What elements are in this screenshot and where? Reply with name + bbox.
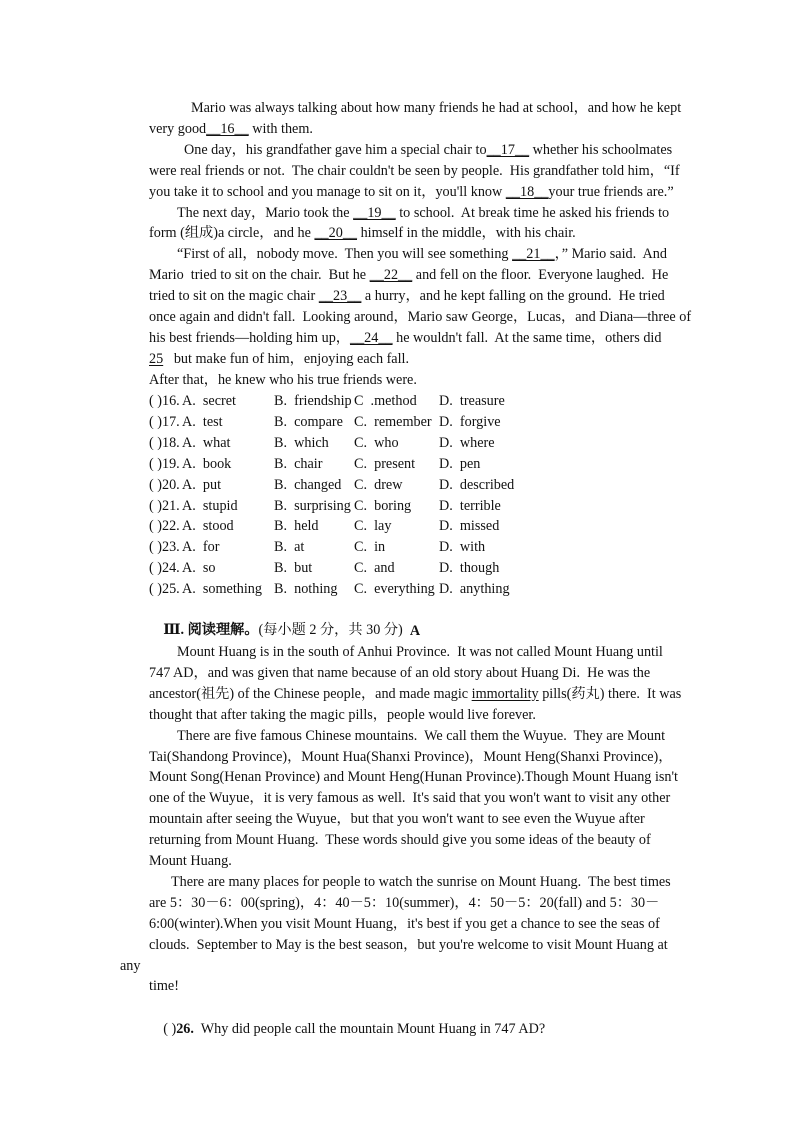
question-text: Why did people call the mountain Mount Huang in 747 AD?	[193, 1021, 546, 1037]
option-b: B. changed	[274, 476, 342, 493]
blank: immortality	[471, 685, 539, 702]
passage-line	[149, 119, 313, 139]
text-run: Mount Huang is in the south of Anhui Province. It was not called Mount Huang until	[177, 644, 663, 660]
passage-line	[149, 747, 672, 767]
option-c: C. and	[354, 560, 395, 577]
question-number: ( )22.	[149, 518, 180, 535]
blank: 25	[149, 350, 164, 367]
option-c: C. boring	[354, 497, 412, 514]
text-run: ，” Mario said. And	[554, 246, 667, 263]
option-b: B. surprising	[274, 497, 351, 514]
passage-line	[149, 893, 659, 913]
text-run: with them.	[248, 120, 313, 137]
text-run: 747 AD，and was given that name because of an old story about Huang Di. He was the	[149, 664, 651, 681]
option-d: D. missed	[439, 518, 500, 535]
text-run: you take it to school and you manage to sit on it，you'll know	[149, 183, 506, 200]
option-d: D. with	[439, 539, 486, 556]
passage-line	[149, 328, 661, 348]
text-run: ancestor(祖先) of the Chinese people，and made magic	[149, 685, 472, 702]
passage-line	[177, 244, 667, 264]
option-a: A. secret	[182, 393, 236, 409]
passage-line	[149, 809, 645, 829]
text-run: himself in the middle，with his chair.	[357, 225, 576, 242]
text-run: to school. At break time he asked his friends to	[395, 204, 670, 221]
text-run: clouds. September to May is the best season，but you're welcome to visit Mount Huang at	[149, 936, 668, 953]
text-run: Tai(Shandong Province)，Mount Hua(Shanxi Province)，Mount Heng(Shanxi Province)，	[149, 748, 673, 765]
passage-line	[149, 788, 670, 808]
option-d: D. described	[439, 476, 515, 493]
passage-line	[177, 642, 663, 662]
passage-line	[149, 851, 232, 871]
passage-line	[149, 935, 668, 955]
text-run: “First of all，nobody move. Then you will see something	[177, 246, 513, 263]
blank: __24__	[349, 329, 393, 346]
text-run: form (组成)a circle，and he	[149, 225, 315, 242]
text-run: time!	[149, 978, 179, 995]
passage-line	[149, 663, 650, 683]
blank: __17__	[486, 141, 530, 158]
question-number: ( )25.	[149, 581, 180, 598]
text-run: After that，he knew who his true friends were.	[149, 371, 417, 388]
option-c: C. present	[354, 455, 416, 472]
section-note: (每小题 2 分，共 30 分)	[258, 622, 403, 638]
blank: __16__	[206, 120, 249, 137]
option-b: B. held	[274, 518, 319, 535]
passage-label: A	[409, 623, 421, 639]
option-a: A. stood	[182, 518, 234, 535]
text-run: Mount Huang.	[149, 853, 232, 869]
option-b: B. at	[274, 539, 305, 556]
text-run: pills(药丸) there. It was	[538, 685, 682, 702]
blank: __22__	[369, 267, 413, 284]
passage-line	[149, 286, 665, 306]
option-d: D. pen	[439, 455, 481, 472]
text-run: any	[120, 957, 141, 974]
passage-line	[177, 203, 669, 223]
option-d: D. forgive	[439, 413, 501, 430]
passage-line	[149, 976, 179, 996]
option-a: A. what	[182, 434, 231, 451]
option-b: B. but	[274, 560, 313, 577]
option-d: D. where	[439, 434, 495, 451]
passage-line	[149, 161, 680, 181]
option-d: D. though	[439, 560, 500, 577]
text-run: are 5：30－6：00(spring)，4：40－5：10(summer)，4：50－5：20(fall) and 5：30－	[149, 894, 660, 911]
text-run: but make fun of him，enjoying each fall.	[163, 350, 410, 367]
text-run: were real friends or not. The chair couldn't be seen by people. His grandfather told him，“If	[149, 162, 680, 179]
question-number: ( )18.	[149, 434, 180, 451]
text-run: once again and didn't fall. Looking around，Mario saw George，Lucas，and Diana—three of	[149, 309, 692, 325]
passage-line	[171, 872, 671, 892]
option-c: C. drew	[354, 476, 403, 493]
text-run: very good	[149, 120, 207, 137]
option-c: C. who	[354, 434, 399, 451]
option-c: C. everything	[354, 581, 435, 598]
answer-bracket: ( )	[163, 1021, 177, 1037]
question-number: ( )21.	[149, 497, 180, 514]
text-run: One day，his grandfather gave him a special chair to	[184, 141, 487, 158]
text-run: returning from Mount Huang. These words should give you some ideas of the beauty of	[149, 832, 651, 849]
option-b: B. compare	[274, 413, 343, 430]
passage-line	[149, 265, 668, 285]
option-a: A. something	[182, 581, 262, 598]
question-number: ( )16.	[149, 393, 180, 409]
text-run: The next day，Mario took the	[177, 204, 354, 221]
text-run: mountain after seeing the Wuyue，but that you won't want to see even the Wuyue after	[149, 811, 645, 828]
question-number: ( )20.	[149, 476, 180, 493]
text-run: Mario tried to sit on the chair. But he	[149, 267, 370, 284]
blank: __23__	[318, 288, 362, 305]
text-run: There are five famous Chinese mountains. We call them the Wuyue. They are Mount	[177, 727, 666, 744]
blank: __20__	[314, 225, 358, 242]
option-c: C .method	[354, 393, 417, 409]
passage-line	[177, 726, 665, 746]
question-number: ( )23.	[149, 539, 180, 556]
option-d: D. anything	[439, 581, 510, 598]
section-number: Ⅲ.	[163, 622, 185, 638]
text-run: 6:00(winter).When you visit Mount Huang，it's best if you get a chance to see the seas of	[149, 915, 660, 932]
question-26	[149, 999, 545, 1059]
passage-line	[149, 349, 409, 369]
question-number: ( )24.	[149, 560, 180, 577]
passage-line	[149, 914, 660, 934]
option-a: A. book	[182, 455, 232, 472]
question-number: ( )19.	[149, 455, 180, 472]
text-run: Mario was always talking about how many friends he had at school，and how he kept	[191, 100, 682, 116]
passage-line	[149, 830, 651, 850]
section-title: 阅读理解。	[184, 622, 259, 638]
option-a: A. put	[182, 476, 222, 493]
option-c: C. in	[354, 539, 386, 556]
text-run: tried to sit on the magic chair	[149, 288, 319, 305]
passage-line	[149, 223, 576, 243]
option-b: B. nothing	[274, 581, 338, 598]
passage-line	[149, 370, 417, 390]
text-run: whether his schoolmates	[529, 141, 673, 158]
option-b: B. chair	[274, 455, 323, 472]
text-run: your true friends are.”	[548, 183, 674, 200]
option-d: D. terrible	[439, 497, 501, 514]
option-a: A. stupid	[182, 497, 238, 514]
option-d: D. treasure	[439, 393, 505, 409]
passage-line	[184, 140, 672, 160]
option-a: A. test	[182, 413, 223, 430]
passage-line	[149, 684, 681, 704]
text-run: a hurry，and he kept falling on the ground. He tried	[361, 288, 665, 305]
text-run: and fell on the floor. Everyone laughed. He	[412, 267, 669, 284]
text-run: he wouldn't fall. At the same time，others did	[392, 329, 662, 346]
option-b: B. which	[274, 434, 329, 451]
passage-line	[149, 307, 691, 327]
option-c: C. remember	[354, 413, 432, 430]
blank: __19__	[353, 204, 396, 221]
passage-line	[120, 956, 141, 976]
question-number: ( )17.	[149, 413, 180, 430]
text-run: thought that after taking the magic pills，people would live forever.	[149, 706, 536, 723]
blank: __18__	[505, 183, 549, 200]
text-run: There are many places for people to watch the sunrise on Mount Huang. The best times	[171, 873, 671, 890]
passage-line	[191, 98, 681, 118]
passage-line	[149, 182, 674, 202]
passage-line	[149, 767, 678, 787]
text-run: his best friends—holding him up，	[149, 329, 350, 346]
question-number: 26.	[176, 1021, 194, 1037]
option-b: B. friendship	[274, 393, 352, 409]
blank: __21__	[512, 246, 555, 263]
option-a: A. for	[182, 539, 220, 556]
option-c: C. lay	[354, 518, 392, 535]
passage-line	[149, 705, 536, 725]
option-a: A. so	[182, 560, 216, 577]
text-run: one of the Wuyue，it is very famous as well. It's said that you won't want to visit any other	[149, 790, 671, 807]
text-run: Mount Song(Henan Province) and Mount Heng(Hunan Province).Though Mount Huang isn't	[149, 769, 678, 786]
